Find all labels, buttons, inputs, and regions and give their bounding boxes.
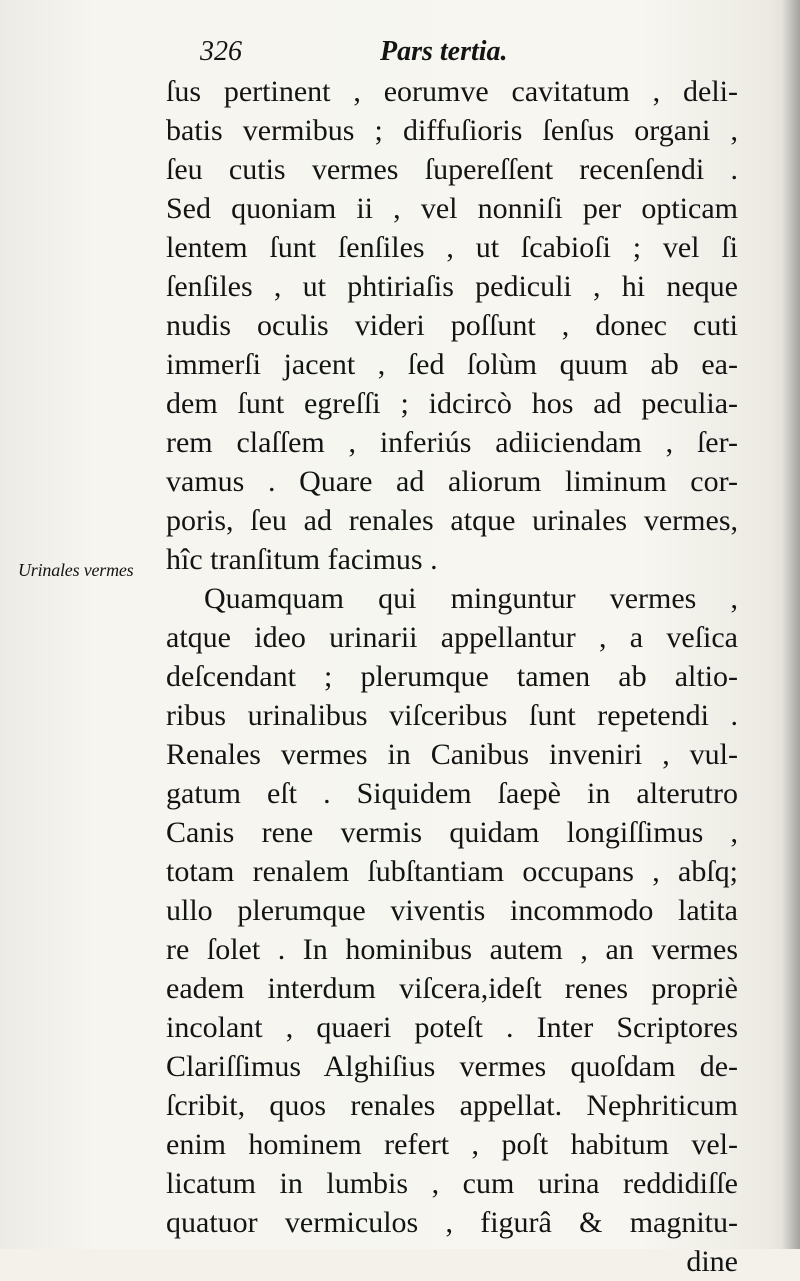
text-line: re ſolet . In hominibus autem , an vermes <box>166 933 738 966</box>
text-line: Clariſſimus Alghiſius vermes quoſdam de- <box>166 1050 738 1083</box>
text-line: incolant , quaeri poteſt . Inter Scriptores <box>166 1011 738 1044</box>
text-line: eadem interdum viſcera,ideſt renes propriè <box>166 972 738 1005</box>
text-line: licatum in lumbis , cum urina reddidiſſe <box>166 1167 738 1200</box>
body-text <box>166 72 738 1281</box>
text-line: ſcribit, quos renales appellat. Nephriticum <box>166 1089 738 1122</box>
running-head: Pars tertia. <box>380 36 508 67</box>
text-line-paragraph-end: hîc tranſitum facimus . <box>166 543 438 576</box>
catchword: dine <box>686 1245 738 1278</box>
text-line: batis vermibus ; diffuſioris ſenſus organi , <box>166 114 738 147</box>
text-line: Renales vermes in Canibus inveniri , vul- <box>166 738 738 771</box>
text-line: nudis oculis videri poſſunt , donec cuti <box>166 309 738 342</box>
text-line: immerſi jacent , ſed ſolùm quum ab ea- <box>166 348 738 381</box>
text-line: totam renalem ſubſtantiam occupans , abſq; <box>166 855 738 888</box>
text-line: dem ſunt egreſſi ; idcircò hos ad peculia- <box>166 387 738 420</box>
text-line: poris, ſeu ad renales atque urinales vermes, <box>166 504 738 537</box>
text-line: vamus . Quare ad aliorum liminum cor- <box>166 465 738 498</box>
marginal-note: Urinales vermes <box>18 560 134 580</box>
text-line: ſus pertinent , eorumve cavitatum , deli- <box>166 75 738 108</box>
text-line: quatuor vermiculos , figurâ & magnitu- <box>166 1206 738 1239</box>
text-line: Canis rene vermis quidam longiſſimus , <box>166 816 738 849</box>
text-line: atque ideo urinarii appellantur , a veſica <box>166 621 738 654</box>
text-line: gatum eſt . Siquidem ſaepè in alterutro <box>166 777 738 810</box>
text-line: rem claſſem , inferiús adiiciendam , ſer- <box>166 426 738 459</box>
text-line: Sed quoniam ii , vel nonniſi per opticam <box>166 192 738 225</box>
text-line-paragraph-start: Quamquam qui minguntur vermes , <box>204 582 738 615</box>
text-line: deſcendant ; plerumque tamen ab altio- <box>166 660 738 693</box>
text-line: ſeu cutis vermes ſupereſſent recenſendi . <box>166 153 738 186</box>
text-line: lentem ſunt ſenſiles , ut ſcabioſi ; vel ſi <box>166 231 738 264</box>
text-line: ullo plerumque viventis incommodo latita <box>166 894 738 927</box>
page-header <box>200 36 540 76</box>
text-line: ſenſiles , ut phtiriaſis pediculi , hi neque <box>166 270 738 303</box>
page-number: 326 <box>200 36 242 67</box>
text-line: ribus urinalibus viſceribus ſunt repetendi . <box>166 699 738 732</box>
page-edge-shadow <box>782 0 800 1249</box>
text-line: enim hominem refert , poſt habitum vel- <box>166 1128 738 1161</box>
